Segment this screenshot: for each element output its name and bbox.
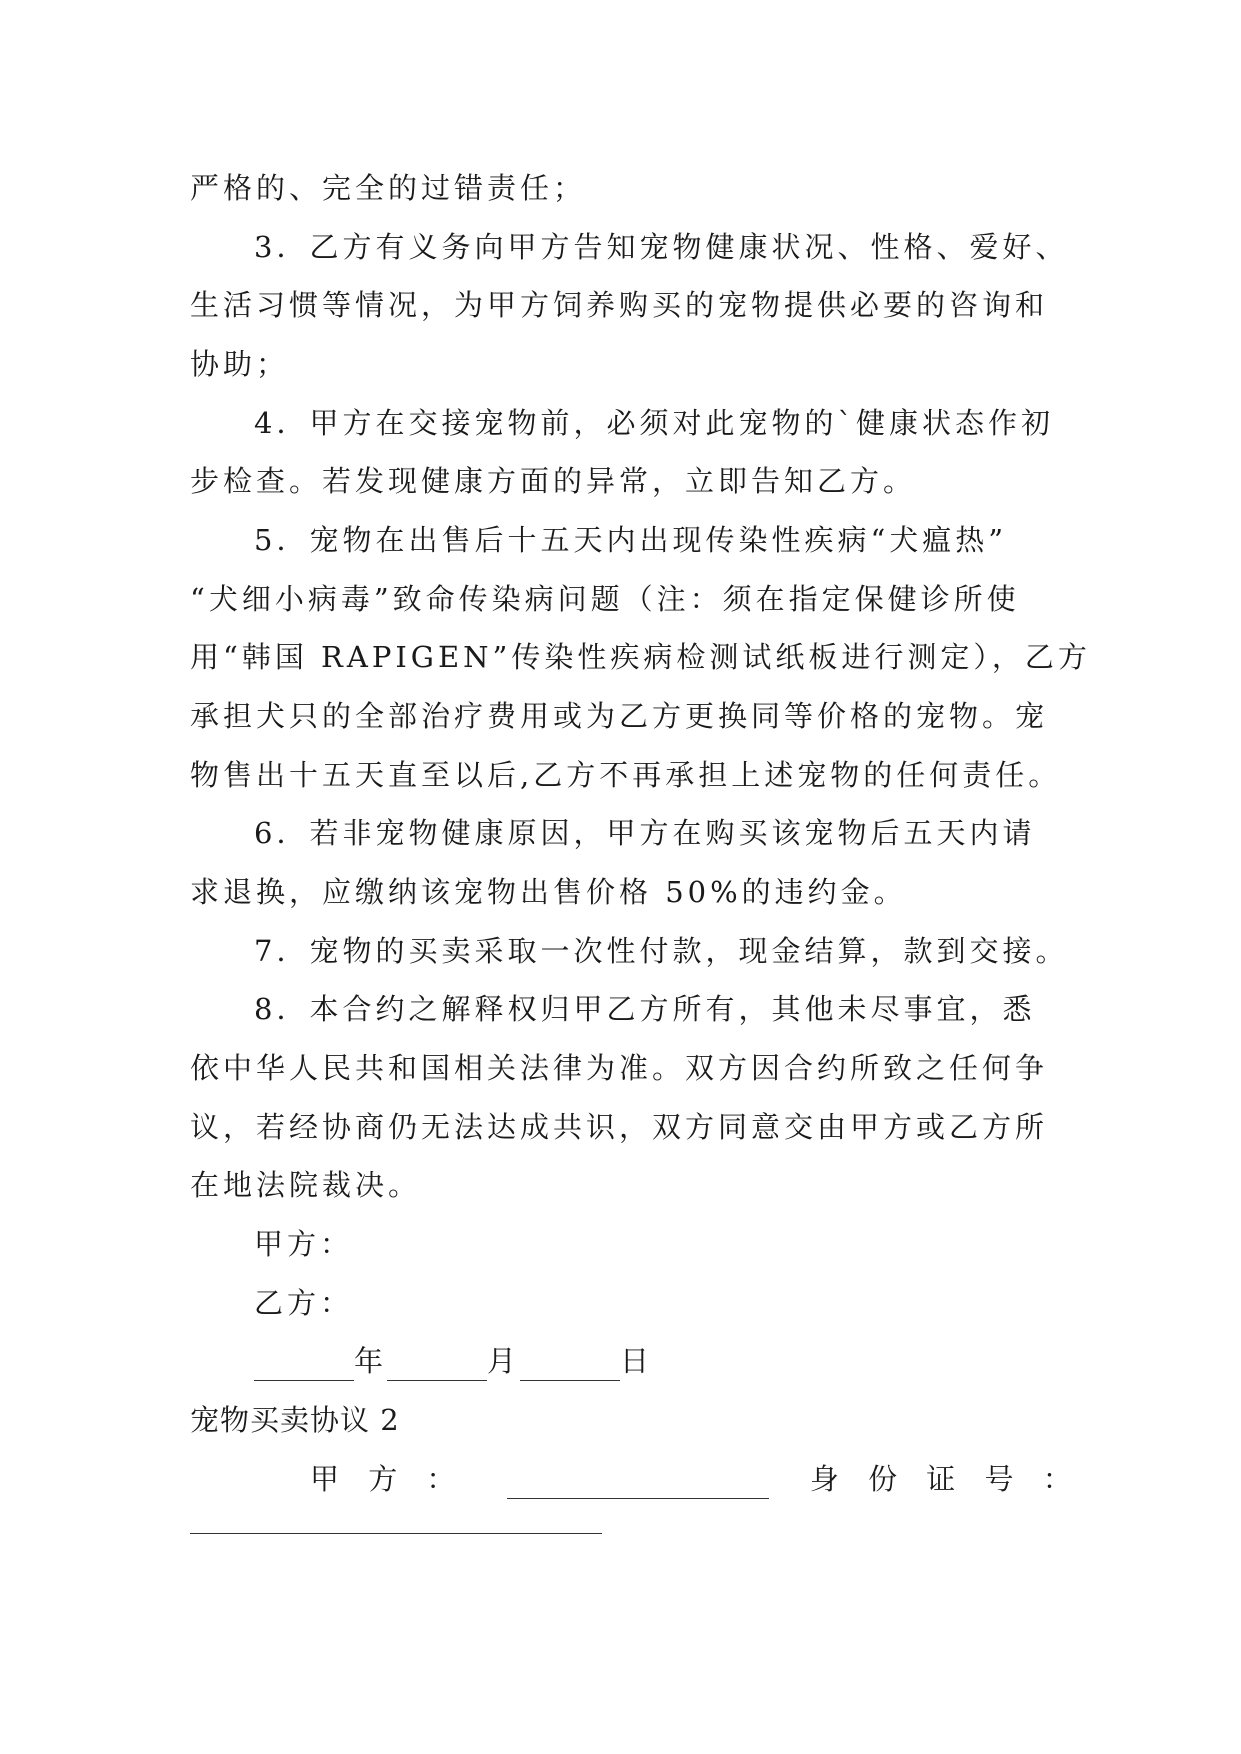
month-label: 月 [487, 1344, 521, 1378]
paragraph-line: 依中华人民共和国相关法律为准。双方因合约所致之任何争 [190, 1051, 1049, 1085]
day-blank [520, 1348, 620, 1381]
clause-5: 5．宠物在出售后十五天内出现传染性疾病“犬瘟热” [254, 523, 1008, 557]
clause-6: 6．若非宠物健康原因，甲方在购买该宠物后五天内请 [254, 816, 1036, 850]
party-a-signature: 甲方： [254, 1227, 354, 1261]
clause-3: 3．乙方有义务向甲方告知宠物健康状况、性格、爱好、 [254, 230, 1069, 264]
id-number-blank [190, 1533, 602, 1534]
paragraph-line: “犬细小病毒”致命传染病问题（注：须在指定保健诊所使 [190, 582, 1020, 616]
id-number-label: 身 份 证 号 ： [809, 1462, 1082, 1496]
paragraph-line: 物售出十五天直至以后,乙方不再承担上述宠物的任何责任。 [190, 758, 1062, 792]
month-blank [387, 1348, 487, 1381]
clause-4: 4．甲方在交接宠物前，必须对此宠物的`健康状态作初 [254, 406, 1054, 440]
clause-8: 8．本合约之解释权归甲乙方所有，其他未尽事宜，悉 [254, 992, 1036, 1026]
party-a-label: 甲 方 ： [310, 1462, 466, 1496]
paragraph-line: 严格的、完全的过错责任； [190, 171, 587, 205]
paragraph-line: 步检查。若发现健康方面的异常，立即告知乙方。 [190, 464, 917, 498]
paragraph-line: 用“韩国 RAPIGEN”传染性疾病检测试纸板进行测定），乙方 [190, 640, 1091, 674]
paragraph-line: 协助； [190, 347, 290, 381]
clause-7: 7．宠物的买卖采取一次性付款，现金结算，款到交接。 [254, 934, 1069, 968]
day-label: 日 [620, 1344, 654, 1378]
paragraph-line: 议，若经协商仍无法达成共识，双方同意交由甲方或乙方所 [190, 1110, 1049, 1144]
paragraph-line: 在地法院裁决。 [190, 1168, 422, 1202]
party-b-signature: 乙方： [254, 1286, 354, 1320]
date-line [254, 1341, 1134, 1381]
paragraph-line: 生活习惯等情况，为甲方饲养购买的宠物提供必要的咨询和 [190, 288, 1049, 322]
year-label: 年 [354, 1344, 388, 1378]
paragraph-line: 承担犬只的全部治疗费用或为乙方更换同等价格的宠物。宠 [190, 699, 1049, 733]
year-blank [254, 1348, 354, 1381]
party-a-name-blank [507, 1466, 769, 1499]
paragraph-line: 求退换，应缴纳该宠物出售价格 50%的违约金。 [190, 875, 907, 909]
section-title: 宠物买卖协议 2 [190, 1403, 400, 1437]
party-a-id-line [310, 1459, 1082, 1499]
